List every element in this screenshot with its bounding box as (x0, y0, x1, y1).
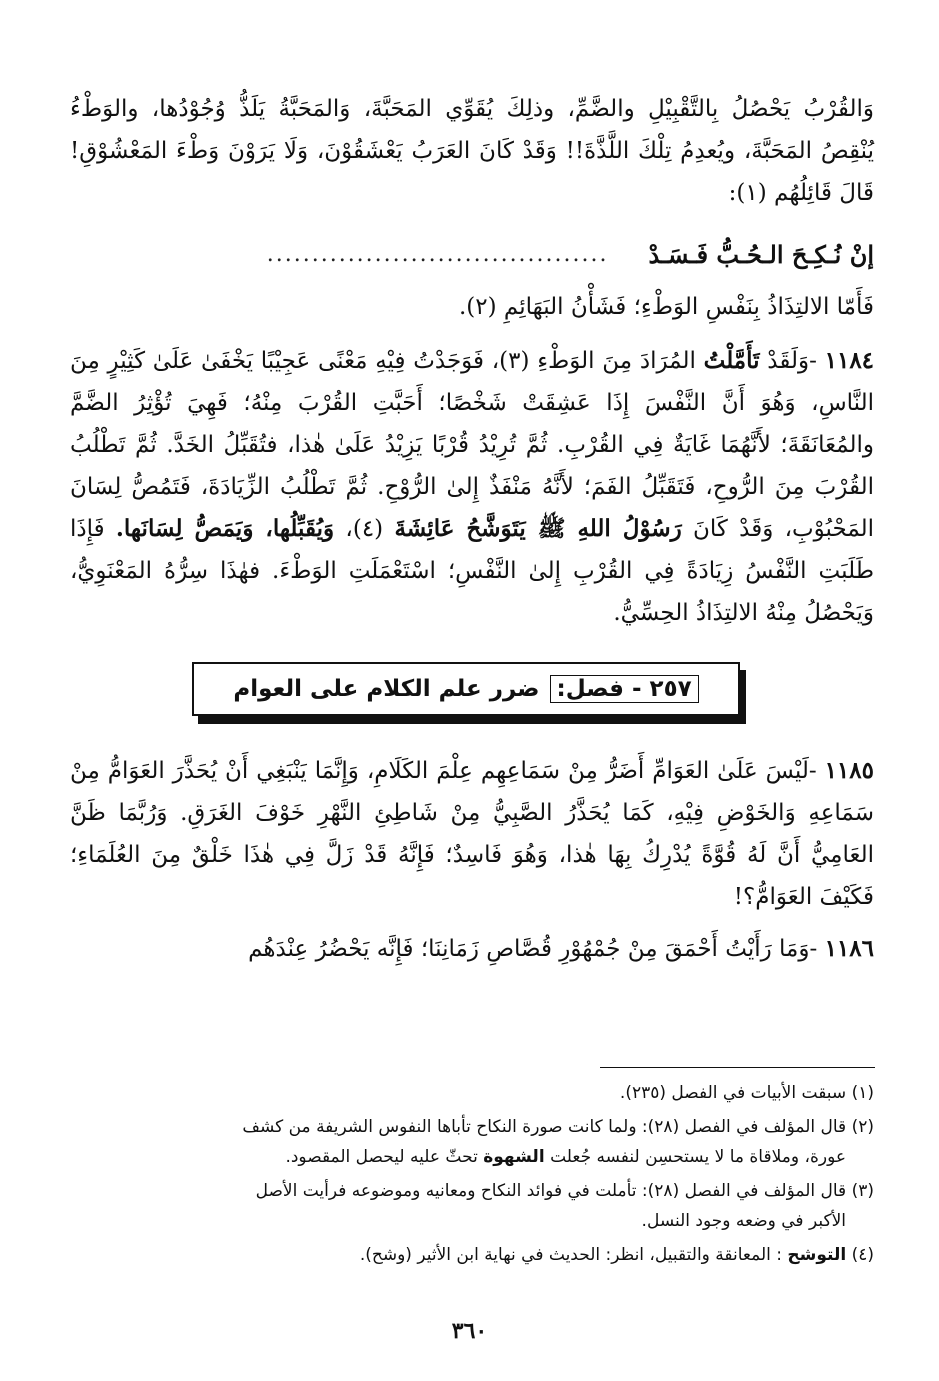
footnote-4 (70, 1240, 874, 1270)
footnote-text: تحثّ عليه ليحصل المقصود. (285, 1147, 478, 1167)
page-body (70, 88, 874, 970)
page-number: ٣٦٠ (451, 1318, 488, 1344)
heading-box (192, 662, 740, 716)
paragraph-2: فَأَمّا الالتِذَاذُ بِنَفْسِ الوَطْءِ؛ فَشَأْنُ البَهَائِمِ (٢). (458, 294, 874, 320)
paragraph-number: ١١٨٦ (824, 935, 874, 962)
paragraph-1186 (70, 928, 874, 970)
footnote-1: (١) سبقت الأبيات في الفصل (٢٣٥). (619, 1083, 874, 1103)
paragraph-1: وَالقُرْبُ يَحْصُلُ بِالتَّقْبِيْلِ والضَّمِّ، وذلِكَ يُقَوِّي المَحَبَّةَ، وَالمَحَبَّةُ يَلَذُّ وُجُوْدُها، والوَطْءُ يُنْقِصُ المَحَبَّةَ، ويُعدِمُ تِلْكَ اللَّذَّةَ!! وَقَدْ كَانَ العَرَبُ يَعْشَقُوْنَ، وَلَا يَرَوْنَ وَطْءَ المَعْشُوْقِ! قَالَ قَائِلُهُم (١): (70, 96, 874, 206)
paragraph-1184 (70, 340, 874, 634)
footnote-emphasis: التوشح (787, 1245, 847, 1265)
emphasis-text: رَسُوْلُ اللهِ ﷺ يَتَوَشَّحُ عَائِشَةَ (394, 515, 682, 542)
footnote-divider (600, 1067, 875, 1068)
footnote-text: (٢) قال المؤلف في الفصل (٢٨): ولما كانت صورة النكاح تأباها النفوس الشريفة من كشف (242, 1117, 874, 1137)
paragraph-text: -وَمَا رَأَيْتُ أَحْمَقَ مِنْ جُمْهُوْرِ قُصَّاصِ زَمَانِنَا؛ فَإِنَّه يَحْضُرُ عِنْدَهُم (248, 936, 818, 962)
footnote-marker: (٤) (851, 1245, 874, 1265)
section-heading (192, 662, 752, 724)
paragraph-text: -لَيْسَ عَلَىٰ العَوَامِّ أَضَرُّ مِنْ سَمَاعِهِم عِلْمَ الكَلَامِ، وَإِنَّمَا يَنْبَغِي أَنْ يُحَذَّرَ العَوَامُّ مِنْ سَمَاعِهِ وَالخَوْضِ فِيْهِ، كَمَا يُحَذَّرُ الصَّبِيُّ مِنْ شَاطِئِ النَّهْرِ خَوْفَ الغَرَقِ. وَرُبَّمَا ظَنَّ العَامِيُّ أَنَّ لَهُ قُوَّةً يُدْرِكُ بِهَا هٰذا، وَهُوَ فَاسِدٌ؛ فَإِنَّهُ قَدْ زَلَّ فِي هٰذَا خَلْقٌ مِنَ العُلَمَاءِ؛ فَكَيْفَ العَوَامُّ؟! (70, 758, 874, 910)
footnote-text: : المعانقة والتقبيل، انظر: الحديث في نهاية ابن الأثير (وشح). (359, 1245, 782, 1265)
footnote-3 (70, 1176, 874, 1236)
verse-dots: ...................................... (266, 241, 609, 267)
verse-hemistich: إنْ نُـكِـحَ الـحُـبُّ فَـسَـدْ (648, 239, 874, 269)
footnote-emphasis: الشهوة (483, 1147, 545, 1167)
footnote-text: الأكبر في وضعه وجود النسل. (641, 1211, 846, 1231)
paragraph-1185 (70, 750, 874, 918)
paragraph-number: ١١٨٤ (824, 347, 875, 374)
section-title: ضرر علم الكلام على العوام (233, 676, 540, 702)
emphasis-text: وَيُقَبِّلُها، وَيَمَصُّ لِسَانَها. (115, 515, 335, 542)
paragraph-text: فَإِذَا طَلَبَتِ النَّفْسُ زِيَادَةً فِي القُرْبِ إِلىٰ النَّفْسِ؛ اسْتَعْمَلَتِ الوَطْءَ. فهٰذَا سِرُّهُ المَعْنَوِيُّ، وَيَحْصُلُ مِنْهُ الالتِذَاذُ الحِسِّيُّ. (70, 516, 874, 626)
poem-verse (70, 232, 874, 276)
footnote-text: (٣) قال المؤلف في الفصل (٢٨): تأملت في فوائد النكاح ومعانيه وموضوعه فرأيت الأصل (255, 1181, 874, 1201)
emphasis-text: تَأَمَّلْتُ (703, 347, 760, 374)
paragraph-text: المُرَادَ مِنَ الوَطْءِ (٣)، فَوَجَدْتُ فِيْهِ مَعْنًى عَجِيْبًا يَخْفَىٰ عَلَىٰ كَثِيْرٍ مِنَ النَّاسِ، وَهُوَ أَنَّ النَّفْسَ إِذَا عَشِقَتْ شَخْصًا؛ أَحَبَّتِ القُرْبَ مِنْهُ؛ فَهِيَ تُؤْثِرُ الضَّمَّ والمُعَانَقَةَ؛ لأَنَّهُمَا غَايَةٌ فِي القُرْبِ. ثُمَّ تُرِيْدُ قُرْبًا يَزِيْدُ عَلَىٰ هٰذا، فتُقَبِّلُ الخَدَّ. ثُمَّ تَطْلُبُ القُرْبَ مِنَ الرُّوحِ، فَتَقَبِّلُ الفَمَ؛ لأَنَّهُ مَنْفَذٌ إِلىٰ الرُّوْحِ. ثُمَّ تَطْلُبُ الزِّيَادَةَ، فَتَمُصُّ لِسَانَ المَحْبُوْبِ، وَقَدْ كَانَ (70, 348, 875, 542)
section-number: ٢٥٧ - فصل: (550, 675, 699, 703)
footnote-ref: (٤)، (345, 516, 384, 542)
footnote-text: عورة، وملاقاة ما لا يستحسِن لنفسه جُعلت (550, 1147, 846, 1167)
paragraph-number: ١١٨٥ (824, 757, 874, 784)
footnotes (70, 1078, 874, 1274)
footnote-2 (70, 1112, 874, 1172)
paragraph-text: -وَلَقَدْ (767, 348, 817, 374)
